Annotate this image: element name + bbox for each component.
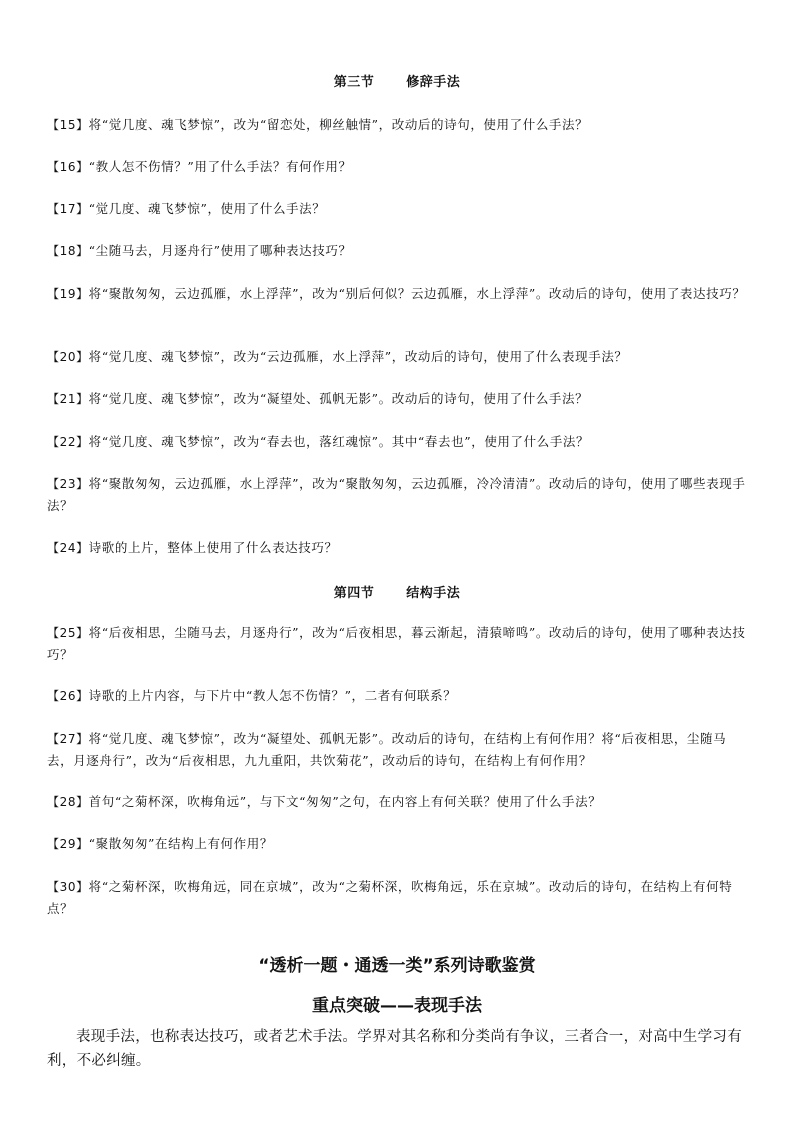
focus-title: 重点突破——表现手法 (312, 996, 482, 1016)
question-number: 【17】 (47, 202, 89, 216)
question-text: 将“之菊杯深，吹梅角远，同在京城”，改为“之菊杯深，吹梅角远，乐在京城”。改动后的诗句，在结构上有何特点？ (47, 879, 733, 916)
intro-paragraph: 表现手法，也称表达技巧，或者艺术手法。学界对其名称和分类尚有争议，三者合一，对高中生学习有利，不必纠缠。 (47, 1029, 742, 1069)
question-number: 【27】 (47, 732, 89, 746)
question-30 (47, 876, 749, 920)
question-26 (47, 685, 749, 707)
question-text: 诗歌的上片，整体上使用了什么表达技巧？ (88, 540, 338, 555)
question-number: 【28】 (47, 795, 89, 809)
question-number: 【15】 (47, 118, 89, 132)
section-name: 修辞手法 (406, 75, 461, 90)
series-title: “透析一题・通透一类”系列诗歌鉴赏 (258, 956, 536, 976)
section-heading-rhetoric (0, 71, 794, 90)
section-name: 结构手法 (406, 586, 461, 601)
question-number: 【25】 (47, 626, 89, 640)
question-text: “教人怎不伤情？”用了什么手法？有何作用？ (88, 159, 352, 174)
question-text: 将“觉几度、魂飞梦惊”，改为“凝望处、孤帆无影”。改动后的诗句，使用了什么手法？ (88, 391, 589, 406)
question-29 (47, 833, 749, 855)
question-28 (47, 791, 749, 813)
question-number: 【20】 (47, 350, 89, 364)
question-text: “聚散匆匆”在结构上有何作用？ (88, 836, 273, 851)
question-number: 【23】 (47, 477, 89, 491)
question-number: 【16】 (47, 160, 89, 174)
question-number: 【22】 (47, 435, 89, 449)
question-text: 将“觉几度、魂飞梦惊”，改为“凝望处、孤帆无影”。改动后的诗句，在结构上有何作用？将“后夜相思，尘随马去，月逐舟行”，改为“后夜相思，九九重阳，共饮菊花”，改动后的诗句，在结构上有何作用？ (47, 731, 727, 768)
question-number: 【30】 (47, 880, 89, 894)
question-23 (47, 473, 749, 517)
question-text: 将“觉几度、魂飞梦惊”，改为“春去也，落红魂惊”。其中“春去也”，使用了什么手法？ (88, 434, 590, 449)
question-text: 将“觉几度、魂飞梦惊”，改为“留恋处，柳丝触情”，改动后的诗句，使用了什么手法？ (88, 117, 589, 132)
question-21 (47, 388, 749, 410)
question-number: 【26】 (47, 689, 89, 703)
question-18 (47, 240, 749, 262)
question-text: 将“觉几度、魂飞梦惊”，改为“云边孤雁，水上浮萍”，改动后的诗句，使用了什么表现手法？ (88, 349, 628, 364)
question-number: 【19】 (47, 287, 89, 301)
question-27 (47, 728, 749, 772)
question-text: 首句“之菊杯深，吹梅角远”，与下文“匆匆”之句，在内容上有何关联？使用了什么手法？ (88, 794, 602, 809)
question-19 (47, 283, 749, 305)
question-number: 【21】 (47, 392, 89, 406)
question-25 (47, 622, 749, 666)
question-17 (47, 198, 749, 220)
question-text: 诗歌的上片内容，与下片中“教人怎不伤情？”，二者有何联系？ (88, 688, 457, 703)
question-16 (47, 156, 749, 178)
question-text: 将“聚散匆匆，云边孤雁，水上浮萍”，改为“别后何似？云边孤雁，水上浮萍”。改动后的诗句，使用了表达技巧？ (88, 286, 746, 301)
question-number: 【29】 (47, 837, 89, 851)
question-number: 【24】 (47, 541, 89, 555)
question-number: 【18】 (47, 244, 89, 258)
question-text: “尘随马去，月逐舟行”使用了哪种表达技巧？ (88, 243, 352, 258)
question-text: 将“后夜相思，尘随马去，月逐舟行”，改为“后夜相思，暮云渐起，清猿啼鸣”。改动后的诗句，使用了哪种表达技巧？ (47, 625, 746, 662)
question-24 (47, 537, 749, 559)
question-22 (47, 431, 749, 453)
question-text: “觉几度、魂飞梦惊”，使用了什么手法？ (88, 201, 326, 216)
question-text: 将“聚散匆匆，云边孤雁，水上浮萍”，改为“聚散匆匆，云边孤雁，冷冷清清”。改动后的诗句，使用了哪些表现手法？ (47, 476, 746, 513)
section-number: 第三节 (333, 75, 375, 90)
question-15 (47, 114, 749, 136)
section-number: 第四节 (333, 586, 375, 601)
question-20 (47, 346, 749, 368)
section-heading-structure (0, 582, 794, 601)
